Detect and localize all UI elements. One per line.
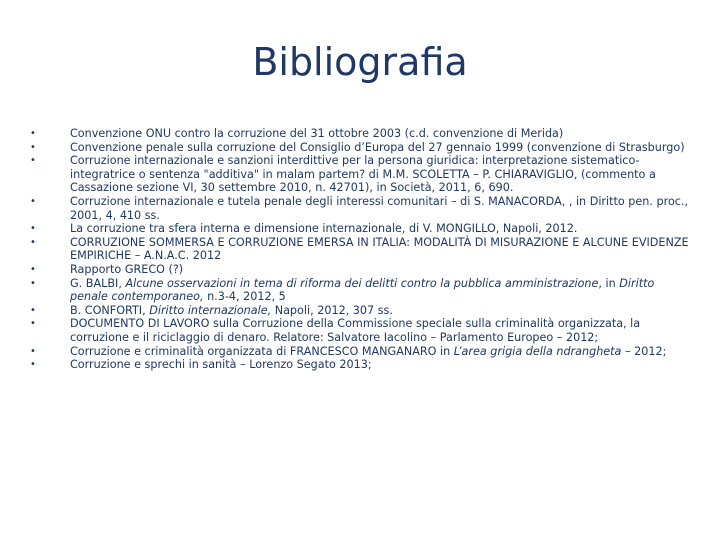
text-run: Alcune osservazioni in tema di riforma dei delitti contro la pubblica amministrazione xyxy=(125,276,599,290)
slide-title: Bibliografia xyxy=(252,40,468,84)
text-run: La corruzione tra sfera interna e dimensione internazionale, di V. MONGILLO, Napoli, 2012. xyxy=(70,222,578,236)
text-run: Napoli, 2012, 307 ss. xyxy=(271,303,393,317)
bullet-icon: • xyxy=(30,304,36,316)
text-run: DOCUMENTO DI LAVORO sulla Corruzione della Commissione speciale sulla criminalità organizzata, la corruzione e il riciclaggio di denaro. Relatore: Salvatore Iacolino – Parlamento Europeo – 2012; xyxy=(70,317,641,344)
list-item xyxy=(30,236,695,263)
bullet-icon: • xyxy=(30,277,36,289)
text-run: , in xyxy=(598,276,620,290)
text-run: G. BALBI, xyxy=(70,276,126,290)
list-item-text xyxy=(70,236,695,263)
bullet-icon: • xyxy=(30,141,36,153)
bullet-icon: • xyxy=(30,155,36,167)
text-run: Diritto penale contemporaneo, xyxy=(70,276,655,304)
text-run: – 2012; xyxy=(621,344,667,358)
text-run: CORRUZIONE SOMMERSA E CORRUZIONE EMERSA IN ITALIA: MODALITÀ DI MISURAZIONE E ALCUNE EVIDENZE EMPIRICHE – A.N.A.C. 2012 xyxy=(70,235,689,263)
list-item-text xyxy=(70,317,695,344)
bullet-icon: • xyxy=(30,263,36,275)
list-item xyxy=(30,277,695,304)
bullet-icon: • xyxy=(30,236,36,248)
text-run: L’area grigia della ndrangheta xyxy=(453,344,622,358)
list-item xyxy=(30,263,695,277)
bullet-icon: • xyxy=(30,128,36,139)
list-item-text xyxy=(70,277,695,304)
text-run: Diritto internazionale, xyxy=(149,303,272,317)
list-item xyxy=(30,345,695,359)
text-run: Corruzione internazionale e tutela penale degli interessi comunitari – di S. MANACORDA, , in Diritto pen. proc., 2001, 4, 410 ss. xyxy=(70,194,689,222)
list-item xyxy=(30,127,695,141)
bullet-icon: • xyxy=(30,223,36,235)
list-item-text xyxy=(70,127,695,141)
list-item-text xyxy=(70,263,695,277)
text-run: Rapporto GRECO (?) xyxy=(70,262,184,276)
bibliography-list xyxy=(30,127,695,372)
list-item xyxy=(30,317,695,344)
text-run: Corruzione e criminalità organizzata di FRANCESCO MANGANARO in xyxy=(70,344,454,358)
bullet-icon: • xyxy=(30,345,36,357)
bullet-icon: • xyxy=(30,195,36,207)
text-run: B. CONFORTI, xyxy=(70,303,150,317)
text-run: Convenzione penale sulla corruzione del Consiglio d’Europa del 27 gennaio 1999 (convenzione di Strasburgo) xyxy=(70,140,685,154)
text-run: Convenzione ONU contro la corruzione del 31 ottobre 2003 (c.d. convenzione di Merida) xyxy=(70,127,564,140)
list-item xyxy=(30,141,695,155)
text-run: Corruzione internazionale e sanzioni interdittive per la persona giuridica: interpretazione sistematico-integratrice o sentenza "additiva" in malam partem? di M.M. SCOLETTA – P. CHIARAVIGLIO, (commento a Cassazione sezione VI, 30 settembre 2010, n. 42701), in Società, 2011, 6, 690. xyxy=(70,154,656,195)
list-item-text xyxy=(70,141,695,155)
text-run: Corruzione e sprechi in sanità – Lorenzo Segato 2013; xyxy=(70,358,372,372)
bullet-icon: • xyxy=(30,318,36,330)
list-item-text xyxy=(70,358,695,372)
list-item xyxy=(30,222,695,236)
text-run: n.3-4, 2012, 5 xyxy=(203,290,286,304)
bullet-icon: • xyxy=(30,359,36,371)
list-item xyxy=(30,358,695,372)
list-item xyxy=(30,154,695,195)
list-item-text xyxy=(70,222,695,236)
list-item-text xyxy=(70,195,695,222)
list-item-text xyxy=(70,304,695,318)
list-item xyxy=(30,304,695,318)
list-item-text xyxy=(70,345,695,359)
list-item xyxy=(30,195,695,222)
list-item-text xyxy=(70,154,695,195)
